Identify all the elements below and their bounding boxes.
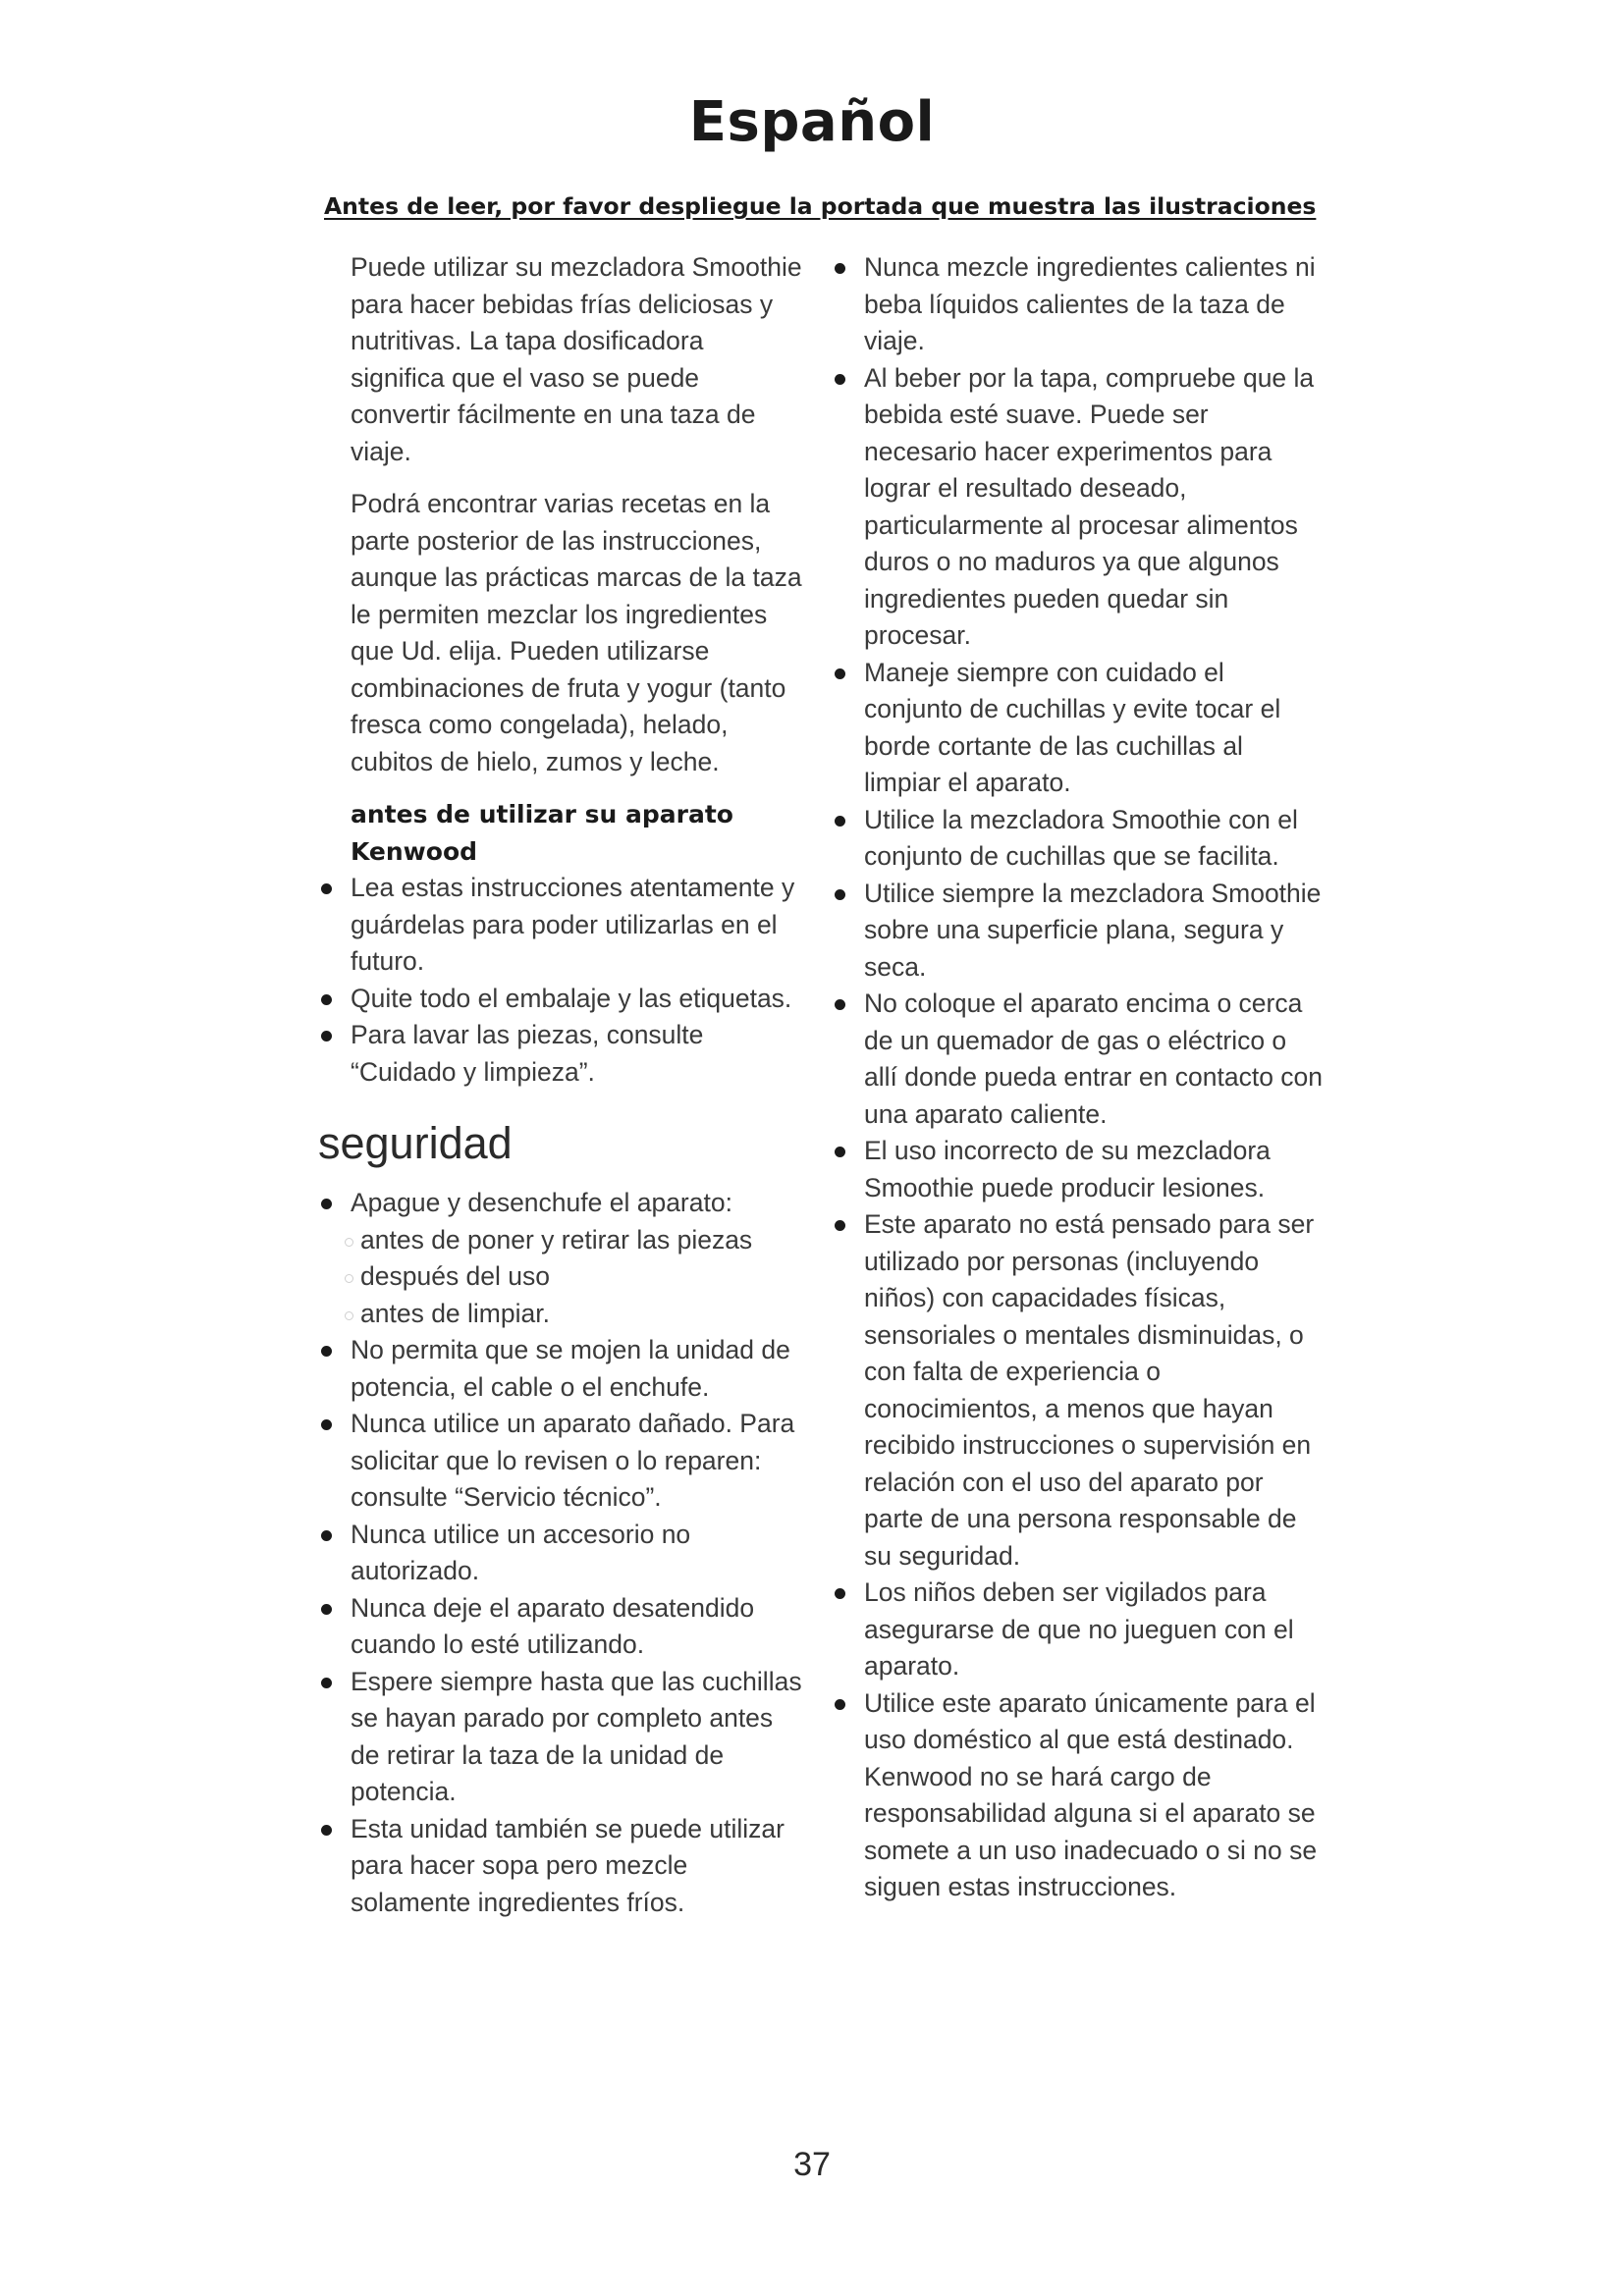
list-item: Nunca utilice un aparato dañado. Para solicitar que lo revisen o lo reparen: consulte “Servicio técnico”. [351, 1406, 802, 1517]
list-item: No coloque el aparato encima o cerca de un quemador de gas o eléctrico o allí donde pueda entrar en contacto con una aparato caliente. [864, 986, 1326, 1133]
safety-list-right [864, 249, 1326, 1906]
page-title: Español [688, 90, 936, 154]
right-column [864, 249, 1326, 1906]
list-item: Espere siempre hasta que las cuchillas se hayan parado por completo antes de retirar la taza de la unidad de potencia. [351, 1664, 802, 1811]
sub-list-item: después del uso [351, 1258, 802, 1296]
intro-paragraph: Podrá encontrar varias recetas en la parte posterior de las instrucciones, aunque las prácticas marcas de la taza le permiten mezclar los ingredientes que Ud. elija. Pueden utilizarse combinaciones de fruta y yogur (tanto fresca como congelada), helado, cubitos de hielo, zumos y leche. [351, 489, 802, 776]
before-use-list [351, 870, 802, 1091]
sub-list-item: antes de poner y retirar las piezas [351, 1222, 802, 1259]
sub-list-item: antes de limpiar. [351, 1296, 802, 1333]
list-item: Quite todo el embalaje y las etiquetas. [351, 981, 802, 1018]
list-item: Utilice la mezcladora Smoothie con el conjunto de cuchillas que se facilita. [864, 802, 1326, 876]
list-item: Nunca mezcle ingredientes calientes ni beba líquidos calientes de la taza de viaje. [864, 249, 1326, 360]
list-item: Esta unidad también se puede utilizar para hacer sopa pero mezcle solamente ingredientes fríos. [351, 1811, 802, 1922]
fold-out-note: Antes de leer, por favor despliegue la portada que muestra las ilustraciones [324, 192, 1317, 220]
list-item: Para lavar las piezas, consulte “Cuidado y limpieza”. [351, 1017, 802, 1091]
list-item: No permita que se mojen la unidad de potencia, el cable o el enchufe. [351, 1332, 802, 1406]
list-item: Nunca utilice un accesorio no autorizado. [351, 1517, 802, 1590]
list-item: Lea estas instrucciones atentamente y guárdelas para poder utilizarlas en el futuro. [351, 870, 802, 981]
intro-paragraph: Puede utilizar su mezcladora Smoothie para hacer bebidas frías deliciosas y nutritivas. La tapa dosificadora significa que el vaso se puede convertir fácilmente en una taza de viaje. [351, 252, 802, 466]
list-item-unplug [351, 1185, 802, 1332]
list-item: Maneje siempre con cuidado el conjunto de cuchillas y evite tocar el borde cortante de las cuchillas al limpiar el aparato. [864, 655, 1326, 802]
list-item: Los niños deben ser vigilados para asegurarse de que no jueguen con el aparato. [864, 1575, 1326, 1685]
left-column [318, 249, 802, 1921]
list-item: Utilice este aparato únicamente para el uso doméstico al que está destinado. Kenwood no se hará cargo de responsabilidad alguna si el aparato se somete a un uso inadecuado o si no se siguen estas instrucciones. [864, 1685, 1326, 1906]
list-item: El uso incorrecto de su mezcladora Smoothie puede producir lesiones. [864, 1133, 1326, 1206]
page-number: 37 [793, 2146, 831, 2183]
list-item: Utilice siempre la mezcladora Smoothie sobre una superficie plana, segura y seca. [864, 876, 1326, 987]
unplug-sub-list [351, 1222, 802, 1333]
list-item: Nunca deje el aparato desatendido cuando lo esté utilizando. [351, 1590, 802, 1664]
list-item: Al beber por la tapa, compruebe que la bebida esté suave. Puede ser necesario hacer experimentos para lograr el resultado deseado, particularmente al procesar alimentos duros o no maduros ya que algunos ingredientes pueden quedar sin procesar. [864, 360, 1326, 655]
before-use-heading: antes de utilizar su aparato Kenwood [351, 800, 733, 866]
safety-list-left [351, 1185, 802, 1921]
safety-heading: seguridad [318, 1118, 513, 1168]
list-item: Este aparato no está pensado para ser utilizado por personas (incluyendo niños) con capacidades físicas, sensoriales o mentales disminuidas, o con falta de experiencia o conocimientos, a menos que hayan recibido instrucciones o supervisión en relación con el uso del aparato por parte de una persona responsable de su seguridad. [864, 1206, 1326, 1575]
unplug-text: Apague y desenchufe el aparato: [351, 1188, 732, 1217]
